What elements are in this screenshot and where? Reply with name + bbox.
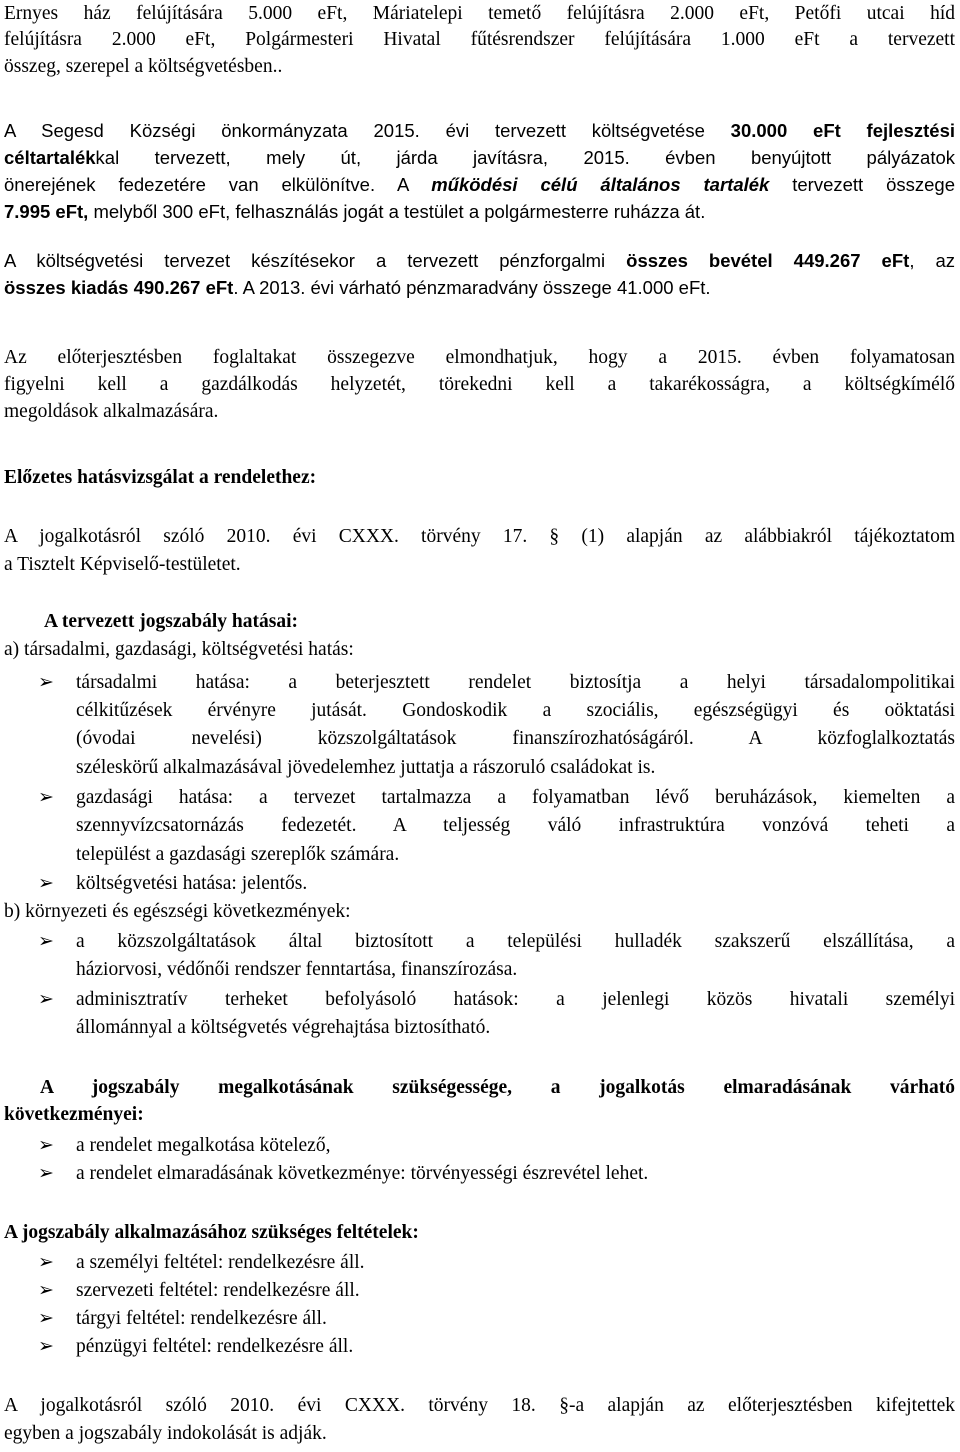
text-line: költségvetési hatása: jelentős. xyxy=(76,873,308,894)
text-line: (óvodai nevelési) közszolgáltatások finanszírozhatóságáról. A közfoglalkoztatás xyxy=(76,728,955,749)
text-line: települést a gazdasági szereplők számára. xyxy=(76,844,400,865)
text-line: háziorvosi, védőnői rendszer fenntartása, finanszírozása. xyxy=(76,959,518,980)
section-heading: A jogszabály alkalmazásához szükséges feltételek: xyxy=(4,1222,419,1243)
text-line: Ernyes ház felújítására 5.000 eFt, Máriatelepi temető felújításra 2.000 eFt, Petőfi utcai híd xyxy=(4,3,955,24)
text-line: gazdasági hatása: a tervezet tartalmazza a folyamatban lévő beruházások, kiemelten a xyxy=(76,787,955,808)
list-item: a rendelet megalkotása kötelező, xyxy=(76,1135,331,1156)
section-heading: A tervezett jogszabály hatásai: xyxy=(44,611,298,632)
text-line: figyelni kell a gazdálkodás helyzetét, törekedni kell a takarékosságra, a költségkímélő xyxy=(4,374,955,395)
text-run: . A 2013. évi várható pénzmaradvány összege 41.000 eFt. xyxy=(233,277,711,298)
list-item: tárgyi feltétel: rendelkezésre áll. xyxy=(76,1308,327,1329)
text-line: a Tisztelt Képviselő-testületet. xyxy=(4,554,241,575)
text-line: társadalmi hatása: a beterjesztett rendelet biztosítja a helyi társadalompolitikai xyxy=(76,672,955,693)
arrow-bullet-icon: ➢ xyxy=(38,1251,54,1273)
text-line: a közszolgáltatások által biztosított a települési hulladék szakszerű elszállítása, a xyxy=(76,931,955,952)
arrow-bullet-icon: ➢ xyxy=(38,1162,54,1184)
subsection-label: a) társadalmi, gazdasági, költségvetési hatás: xyxy=(4,639,354,660)
text-run: , az xyxy=(909,250,956,271)
text-line: széleskörű alkalmazásával jövedelemhez juttatja a rászoruló családokat is. xyxy=(76,757,656,778)
text-line: megoldások alkalmazására. xyxy=(4,401,219,422)
arrow-bullet-icon: ➢ xyxy=(38,988,54,1010)
arrow-bullet-icon: ➢ xyxy=(38,1307,54,1329)
arrow-bullet-icon: ➢ xyxy=(38,1335,54,1357)
text-run: tervezett összege xyxy=(769,174,956,195)
text-line: A jogalkotásról szóló 2010. évi CXXX. törvény 17. § (1) alapján az alábbiakról tájékoztatom xyxy=(4,526,955,547)
text-line: szennyvízcsatornázás fedezetét. A teljesség váló infrastruktúra vonzóvá teheti a xyxy=(76,815,955,836)
section-heading: A jogszabály megalkotásának szükségessége, a jogalkotás elmaradásának várható xyxy=(40,1077,955,1098)
text-line: célkitűzések érvényre jutását. Gondoskodik a szociális, egészségügyi és oöktatási xyxy=(76,700,955,721)
text-line: Az előterjesztésben foglaltakat összegezve elmondhatjuk, hogy a 2015. évben folyamatosan xyxy=(4,347,955,368)
highlight-text: 30.000 eFt fejlesztési xyxy=(730,120,955,141)
highlight-text: 7.995 eFt, xyxy=(4,201,89,222)
arrow-bullet-icon: ➢ xyxy=(38,872,54,894)
text-line: összeg, szerepel a költségvetésben.. xyxy=(4,56,283,77)
text-run: A költségvetési tervezet készítésekor a tervezett pénzforgalmi xyxy=(4,250,627,271)
text-run: melyből 300 eFt, felhasználás jogát a testület a polgármesterre ruházza át. xyxy=(88,201,706,222)
paragraph-line xyxy=(4,171,955,198)
text-run: A Segesd Községi önkormányzata 2015. évi tervezett költségvetése xyxy=(4,120,731,141)
highlight-text: működési célú általános tartalék xyxy=(431,174,770,195)
paragraph-line xyxy=(4,274,711,301)
list-item: a rendelet elmaradásának következménye: törvényességi észrevétel lehet. xyxy=(76,1163,649,1184)
arrow-bullet-icon: ➢ xyxy=(38,1134,54,1156)
highlight-text: összes bevétel 449.267 eFt xyxy=(626,250,910,271)
text-line: adminisztratív terheket befolyásoló hatások: a jelenlegi közös hivatali személyi xyxy=(76,989,955,1010)
paragraph-line xyxy=(4,117,955,144)
text-line: állománnyal a költségvetés végrehajtása biztosítható. xyxy=(76,1017,491,1038)
arrow-bullet-icon: ➢ xyxy=(38,786,54,808)
list-item: szervezeti feltétel: rendelkezésre áll. xyxy=(76,1280,360,1301)
paragraph-line xyxy=(4,247,955,274)
text-line: felújításra 2.000 eFt, Polgármesteri Hivatal fűtésrendszer felújítására 1.000 eFt a tervezett xyxy=(4,29,955,50)
arrow-bullet-icon: ➢ xyxy=(38,1279,54,1301)
arrow-bullet-icon: ➢ xyxy=(38,930,54,952)
text-run: kal tervezett, mely út, járda javításra, 2015. évben benyújtott pályázatok xyxy=(95,147,955,168)
paragraph-line xyxy=(4,198,705,225)
list-item: pénzügyi feltétel: rendelkezésre áll. xyxy=(76,1336,354,1357)
highlight-text: összes kiadás 490.267 eFt xyxy=(4,277,234,298)
section-heading: Előzetes hatásvizsgálat a rendelethez: xyxy=(4,467,317,488)
text-line: A jogalkotásról szóló 2010. évi CXXX. törvény 18. §-a alapján az előterjesztésben kifejtettek xyxy=(4,1395,955,1416)
text-run: önerejének fedezetére van elkülönítve. A xyxy=(4,174,432,195)
subsection-label: b) környezeti és egészségi következmények: xyxy=(4,901,351,922)
paragraph-line xyxy=(4,144,955,171)
highlight-text: céltartalék xyxy=(4,147,96,168)
text-line: egyben a jogszabály indokolását is adják. xyxy=(4,1423,327,1444)
section-heading: következményei: xyxy=(4,1104,144,1125)
list-item: a személyi feltétel: rendelkezésre áll. xyxy=(76,1252,365,1273)
arrow-bullet-icon: ➢ xyxy=(38,671,54,693)
